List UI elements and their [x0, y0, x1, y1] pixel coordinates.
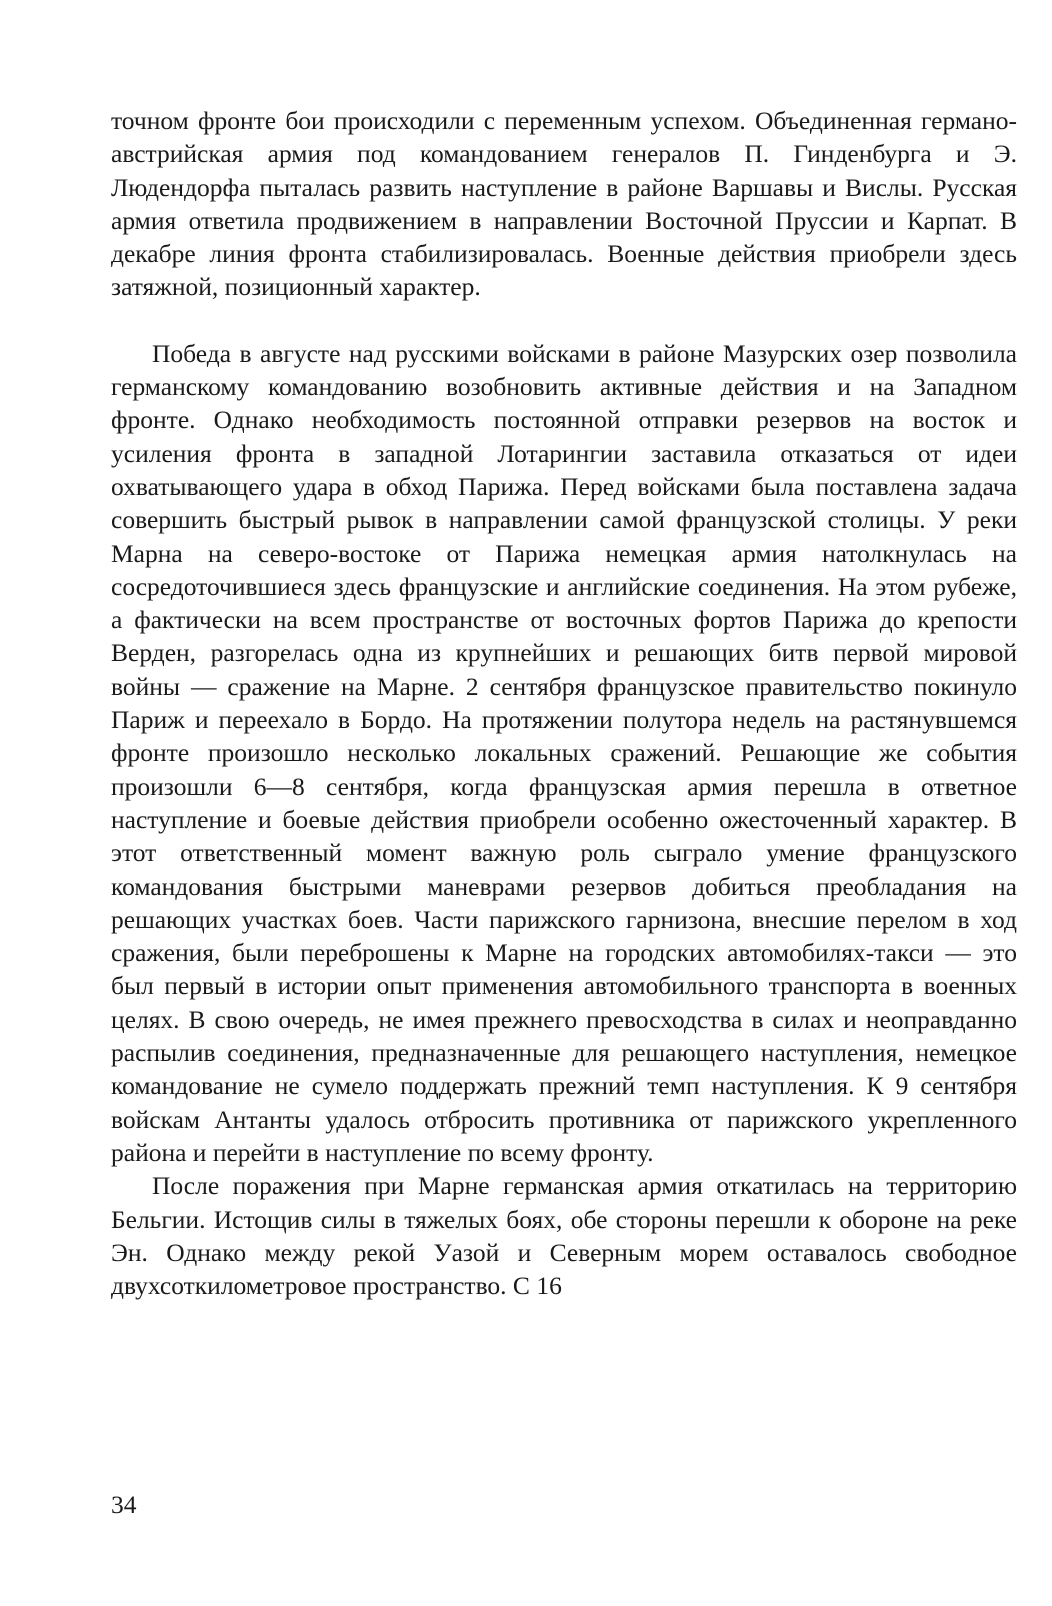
page-number: 34 — [111, 1490, 137, 1519]
paragraph-after-marne: После поражения при Марне германская армия откатилась на территорию Бельгии. Истощив силы в тяжелых боях, обе стороны перешли к обороне на реке Эн. Однако между рекой Уазой и Северным морем оставалось свободное двухсоткилометровое пространство. С 16 — [111, 1171, 1017, 1301]
paragraph-marne-battle: Победа в августе над русскими войсками в районе Мазурских озер позволила германскому командованию возобновить активные действия и на Западном фронте. Однако необходимость постоянной отправки резервов на восток и усиления фронта в западной Лотарингии заставила отказаться от идеи охватывающего удара в обход Парижа. Перед войсками была поставлена задача совершить быстрый рывок в направлении самой французской столицы. У реки Марна на северо-востоке от Парижа немецкая армия натолкнулась на сосредоточившиеся здесь французские и английские соединения. На этом рубеже, а фактически на всем пространстве от восточных фортов Парижа до крепости Верден, разгорелась одна из крупнейших и решающих битв первой мировой войны — сражение на Марне. 2 сентября французское правительство покинуло Париж и переехало в Бордо. На протяжении полутора недель на растянувшемся фронте произошло несколько локальных сражений. Решающие же события произошли 6—8 сентября, когда французская армия перешла в ответное наступление и боевые действия приобрели особенно ожесточенный характер. В этот ответственный момент важную роль сыграло умение французского командования быстрыми маневрами резервов добиться преобладания на решающих участках боев. Части парижского гарнизона, внесшие перелом в ход сражения, были переброшены к Марне на городских автомобилях-такси — это был первый в истории опыт применения автомобильного транспорта в военных целях. В свою очередь, не имея прежнего превосходства в силах и неоправданно распылив соединения, предназначенные для решающего наступления, немецкое командование не сумело поддержать прежний темп наступления. К 9 сентября войскам Антанты удалось отбросить противника от парижского укрепленного района и перейти в наступление по всему фронту. — [111, 338, 1017, 1167]
page-body — [111, 104, 1017, 1302]
paragraph-continuation: точном фронте бои происходили с переменным успехом. Объединенная германо-австрийская армия под командованием генералов П. Гинденбурга и Э. Людендорфа пыталась развить наступление в районе Варшавы и Вислы. Русская армия ответила продвижением в направлении Восточной Пруссии и Карпат. В декабре линия фронта стабилизировалась. Военные действия приобрели здесь затяжной, позиционный характер. — [111, 106, 1017, 302]
